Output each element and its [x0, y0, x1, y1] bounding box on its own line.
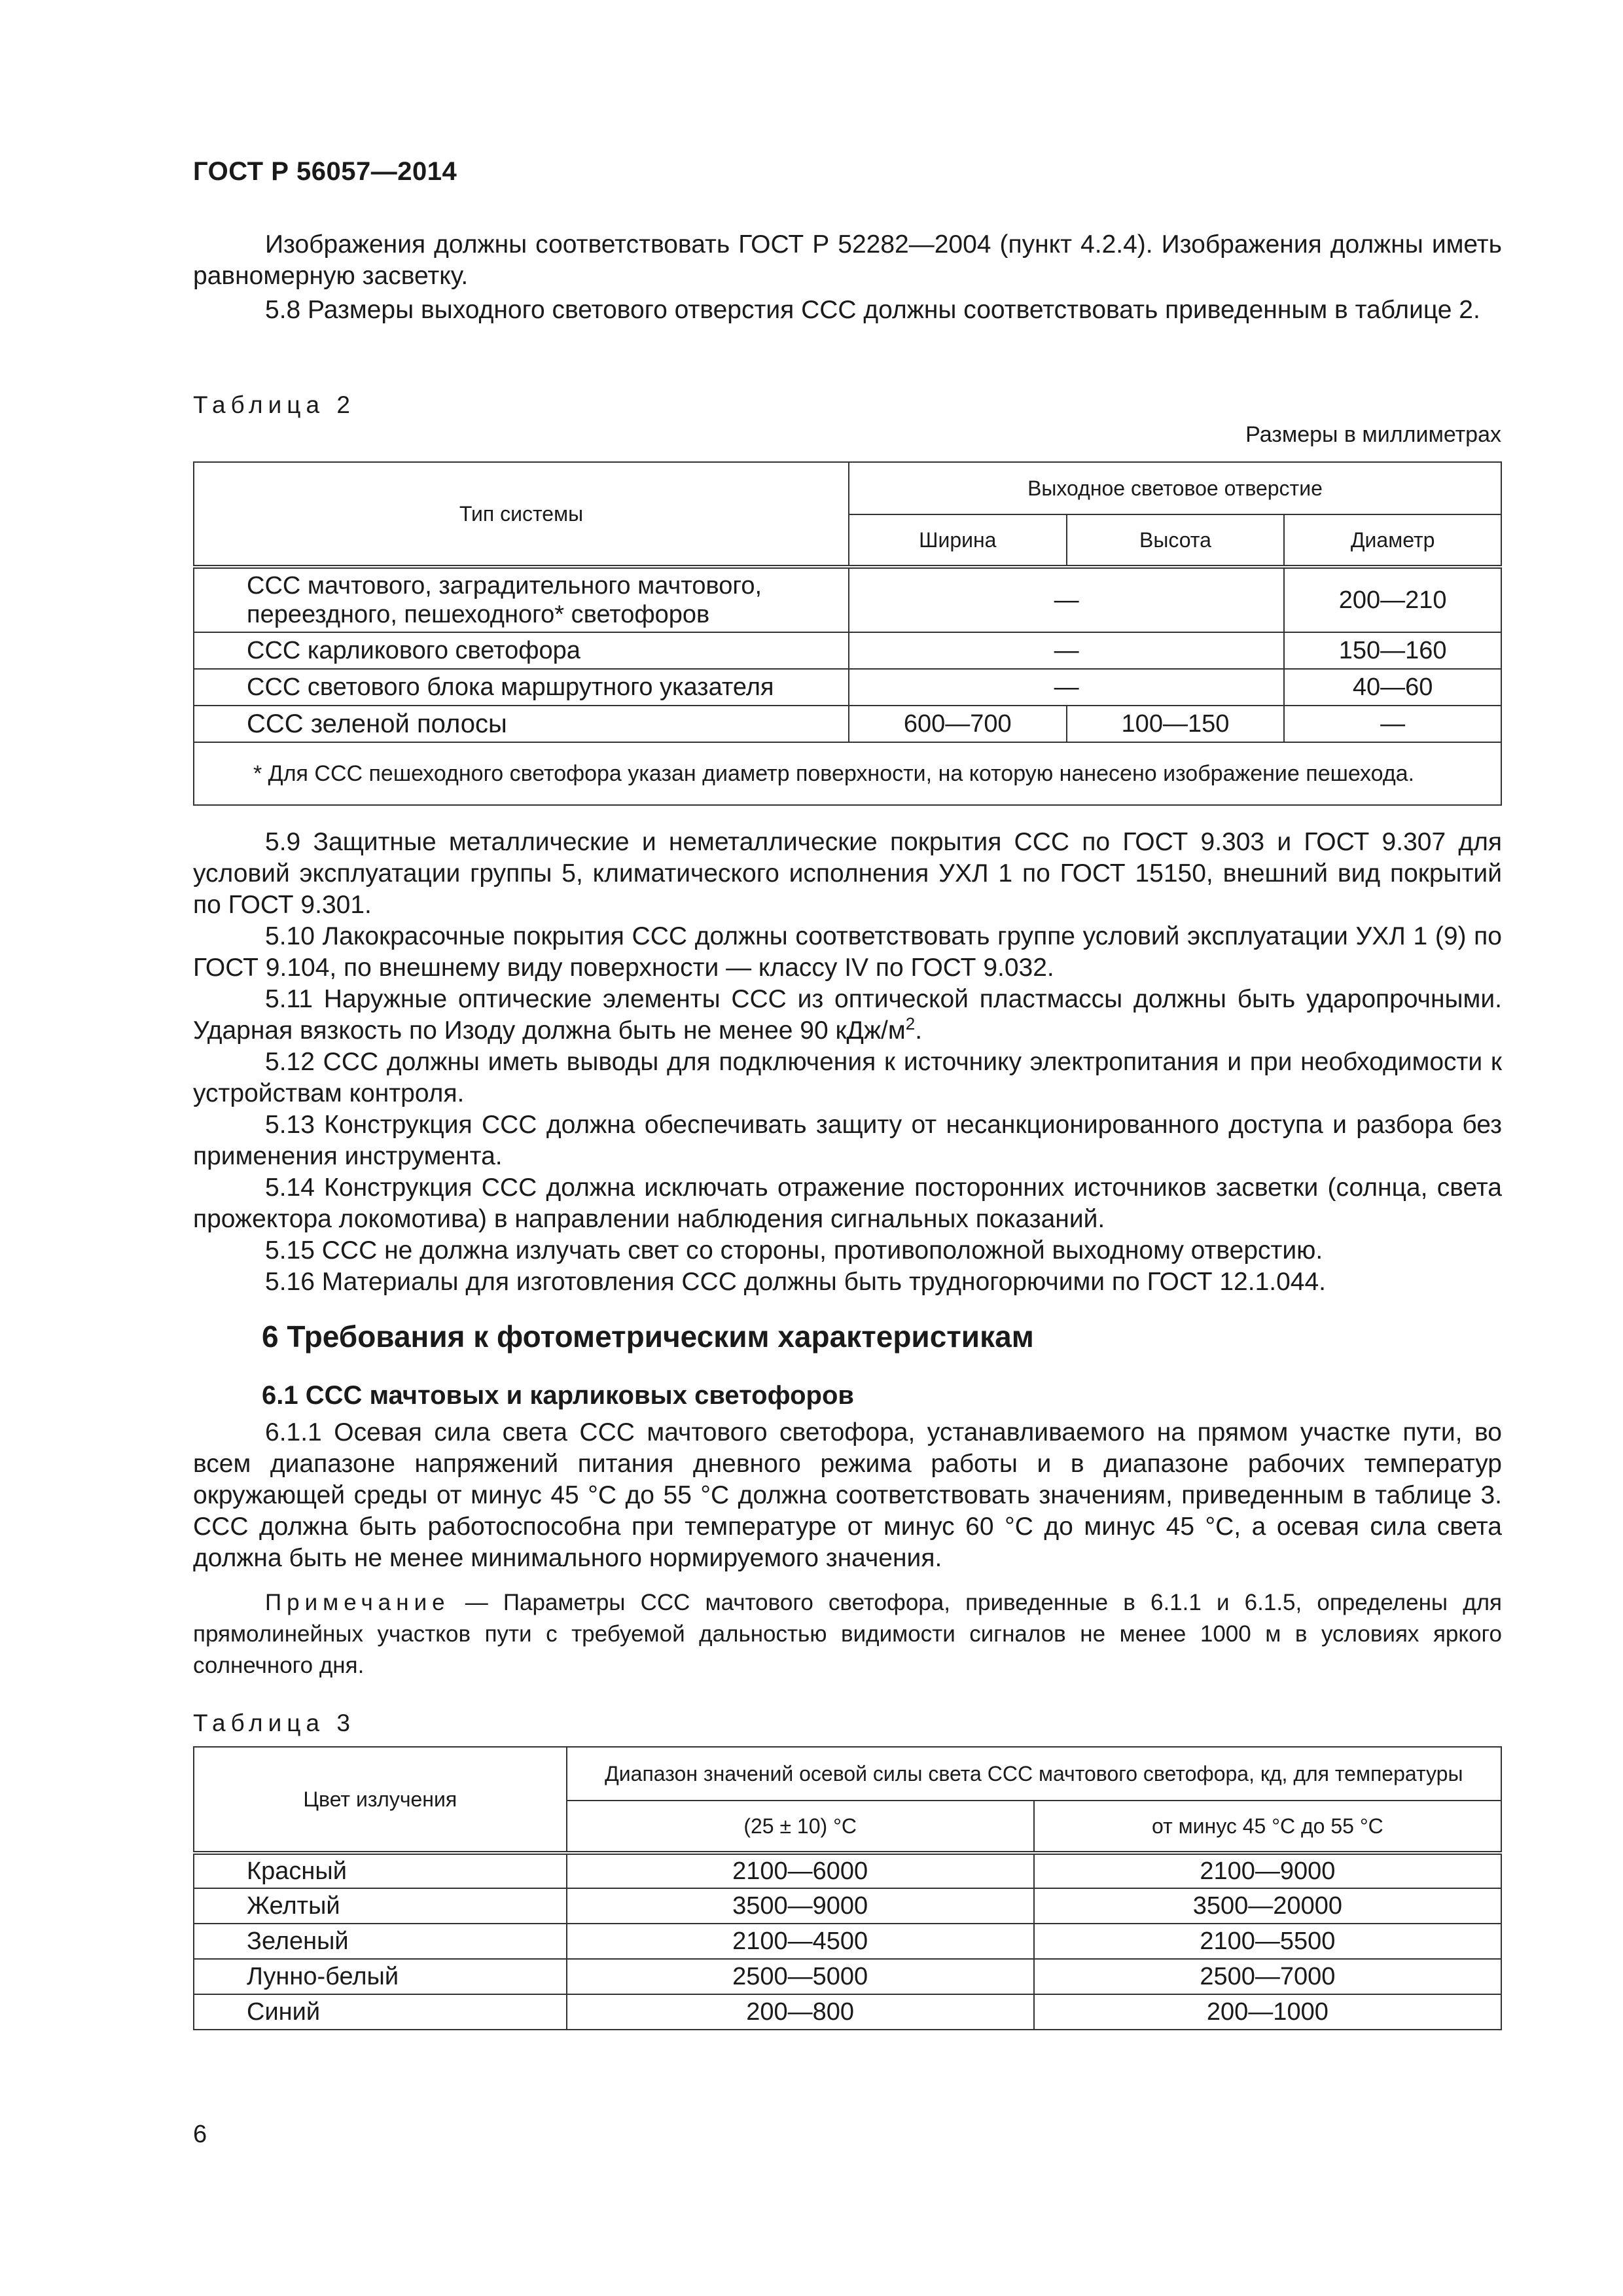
table2-cell-height: 100—150: [1067, 706, 1285, 742]
note-block: [193, 1587, 1502, 1681]
table-row: [194, 1994, 1501, 2030]
table-row: [194, 1959, 1501, 1994]
paragraph-5-12: 5.12 ССС должны иметь выводы для подключения к источнику электропитания и при необходимости к устройствам контроля.: [193, 1048, 1502, 1107]
paragraph-5-11-end: .: [915, 1016, 923, 1045]
paragraph-5-13: 5.13 Конструкция ССС должна обеспечивать защиту от несанкционированного доступа и разбора без применения инструмента.: [193, 1111, 1502, 1170]
table3-header-range: Диапазон значений осевой силы света ССС мачтового светофора, кд, для температуры: [567, 1747, 1501, 1801]
table3-cell-v2: 2500—7000: [1034, 1959, 1501, 1994]
table2-header-height: Высота: [1067, 514, 1285, 567]
table2-cell-type: ССС зеленой полосы: [194, 706, 849, 742]
table2-cell-width-height: —: [849, 567, 1284, 632]
table3-cell-v2: 3500—20000: [1034, 1888, 1501, 1924]
table2-cell-width-height: —: [849, 669, 1284, 706]
table3-cell-color: Зеленый: [194, 1924, 567, 1959]
table3-header-t1: (25 ± 10) °С: [567, 1801, 1034, 1853]
table3-header-color: Цвет излучения: [194, 1747, 567, 1853]
table3-cell-v1: 200—800: [567, 1994, 1034, 2030]
table2-caption: Таблица 2: [193, 391, 355, 418]
table-2: [193, 461, 1502, 806]
table3-cell-v1: 2500—5000: [567, 1959, 1034, 1994]
paragraph-5-16: 5.16 Материалы для изготовления ССС должны быть трудногорючими по ГОСТ 12.1.044.: [265, 1268, 1327, 1296]
paragraph-5-15: 5.15 ССС не должна излучать свет со стороны, противоположной выходному отверстию.: [265, 1236, 1323, 1265]
table3-cell-v1: 3500—9000: [567, 1888, 1034, 1924]
table2-cell-diameter: —: [1284, 706, 1501, 742]
table-row: [194, 1888, 1501, 1924]
table2-cell-width: 600—700: [849, 706, 1067, 742]
table3-header-t2: от минус 45 °С до 55 °С: [1034, 1801, 1501, 1853]
intro-block: [193, 229, 1502, 326]
document-header: ГОСТ Р 56057—2014: [193, 157, 457, 186]
note-text: — Параметры ССС мачтового светофора, приведенные в 6.1.1 и 6.1.5, определены для прямолинейных участков пути с требуемой дальностью видимости сигналов не менее 1000 м в условиях яркого солнечного дня.: [193, 1590, 1502, 1678]
paragraph-5-10: 5.10 Лакокрасочные покрытия ССС должны соответствовать группе условий эксплуатации УХЛ 1 (9) по ГОСТ 9.104, по внешнему виду поверхности — классу IV по ГОСТ 9.032.: [193, 922, 1502, 982]
table3-cell-color: Желтый: [194, 1888, 567, 1924]
section-6-title: 6 Требования к фотометрическим характеристикам: [262, 1319, 1034, 1354]
table2-units: Размеры в миллиметрах: [1245, 422, 1501, 447]
table3-cell-v2: 200—1000: [1034, 1994, 1501, 2030]
table-3: [193, 1746, 1502, 2030]
table3-cell-v1: 2100—4500: [567, 1924, 1034, 1959]
paragraph-5-9: 5.9 Защитные металлические и неметаллические покрытия ССС по ГОСТ 9.303 и ГОСТ 9.307 для условий эксплуатации группы 5, климатического исполнения УХЛ 1 по ГОСТ 15150, внешний вид покрытий по ГОСТ 9.301.: [193, 828, 1502, 919]
table2-header-diameter: Диаметр: [1284, 514, 1501, 567]
table-row: [194, 567, 1501, 632]
table2-header-opening: Выходное световое отверстие: [849, 462, 1501, 514]
table2-cell-diameter: 40—60: [1284, 669, 1501, 706]
intro-paragraph-5-8: 5.8 Размеры выходного светового отверстия ССС должны соответствовать приведенным в таблице 2.: [265, 296, 1480, 324]
paragraph-6-1-1-block: [193, 1417, 1502, 1574]
table3-cell-color: Красный: [194, 1853, 567, 1888]
table2-header-width: Ширина: [849, 514, 1067, 567]
table2-cell-width-height: —: [849, 632, 1284, 669]
table3-cell-color: Синий: [194, 1994, 567, 2030]
table3-cell-v1: 2100—6000: [567, 1853, 1034, 1888]
paragraph-5-11-text: 5.11 Наружные оптические элементы ССС из оптической пластмассы должны быть ударопрочными. Ударная вязкость по Изоду должна быть не менее 90 кДж/м: [193, 985, 1502, 1045]
intro-paragraph-1: Изображения должны соответствовать ГОСТ Р 52282—2004 (пункт 4.2.4). Изображения должны иметь равномерную засветку.: [193, 230, 1502, 290]
table2-cell-type: ССС карликового светофора: [194, 632, 849, 669]
table-row: [194, 669, 1501, 706]
table2-cell-type: ССС светового блока маршрутного указателя: [194, 669, 849, 706]
table-row: [194, 632, 1501, 669]
paragraph-5-11: [193, 984, 1502, 1047]
table3-cell-v2: 2100—9000: [1034, 1853, 1501, 1888]
paragraph-6-1-1: 6.1.1 Осевая сила света ССС мачтового светофора, устанавливаемого на прямом участке пути, во всем диапазоне напряжений питания дневного режима работы и в диапазоне рабочих температур окружающей среды от минус 45 °С до 55 °С должна соответствовать значениям, приведенным в таблице 3. ССС должна быть работоспособна при температуре от минус 60 °С до минус 45 °С, а осевая сила света должна быть не менее минимального нормируемого значения.: [193, 1418, 1502, 1572]
table2-footnote: * Для ССС пешеходного светофора указан диаметр поверхности, на которую нанесено изображение пешехода.: [194, 742, 1501, 805]
paragraph-5-14: 5.14 Конструкция ССС должна исключать отражение посторонних источников засветки (солнца, света прожектора локомотива) в направлении наблюдения сигнальных показаний.: [193, 1174, 1502, 1233]
table2-cell-type: ССС мачтового, заградительного мачтового, переездного, пешеходного* светофоров: [194, 567, 849, 632]
table-row: [194, 706, 1501, 742]
requirements-block: [193, 827, 1502, 1298]
note-label: Примечание: [265, 1590, 450, 1615]
table-row: [194, 1924, 1501, 1959]
table2-cell-diameter: 150—160: [1284, 632, 1501, 669]
table2-header-type: Тип системы: [194, 462, 849, 567]
section-6-1-title: 6.1 ССС мачтовых и карликовых светофоров: [262, 1381, 854, 1410]
page-number: 6: [193, 2121, 207, 2148]
table3-cell-v2: 2100—5500: [1034, 1924, 1501, 1959]
superscript-2: 2: [905, 1014, 916, 1033]
table3-cell-color: Лунно-белый: [194, 1959, 567, 1994]
table-row: [194, 1853, 1501, 1888]
table2-cell-diameter: 200—210: [1284, 567, 1501, 632]
table3-caption: Таблица 3: [193, 1710, 355, 1736]
